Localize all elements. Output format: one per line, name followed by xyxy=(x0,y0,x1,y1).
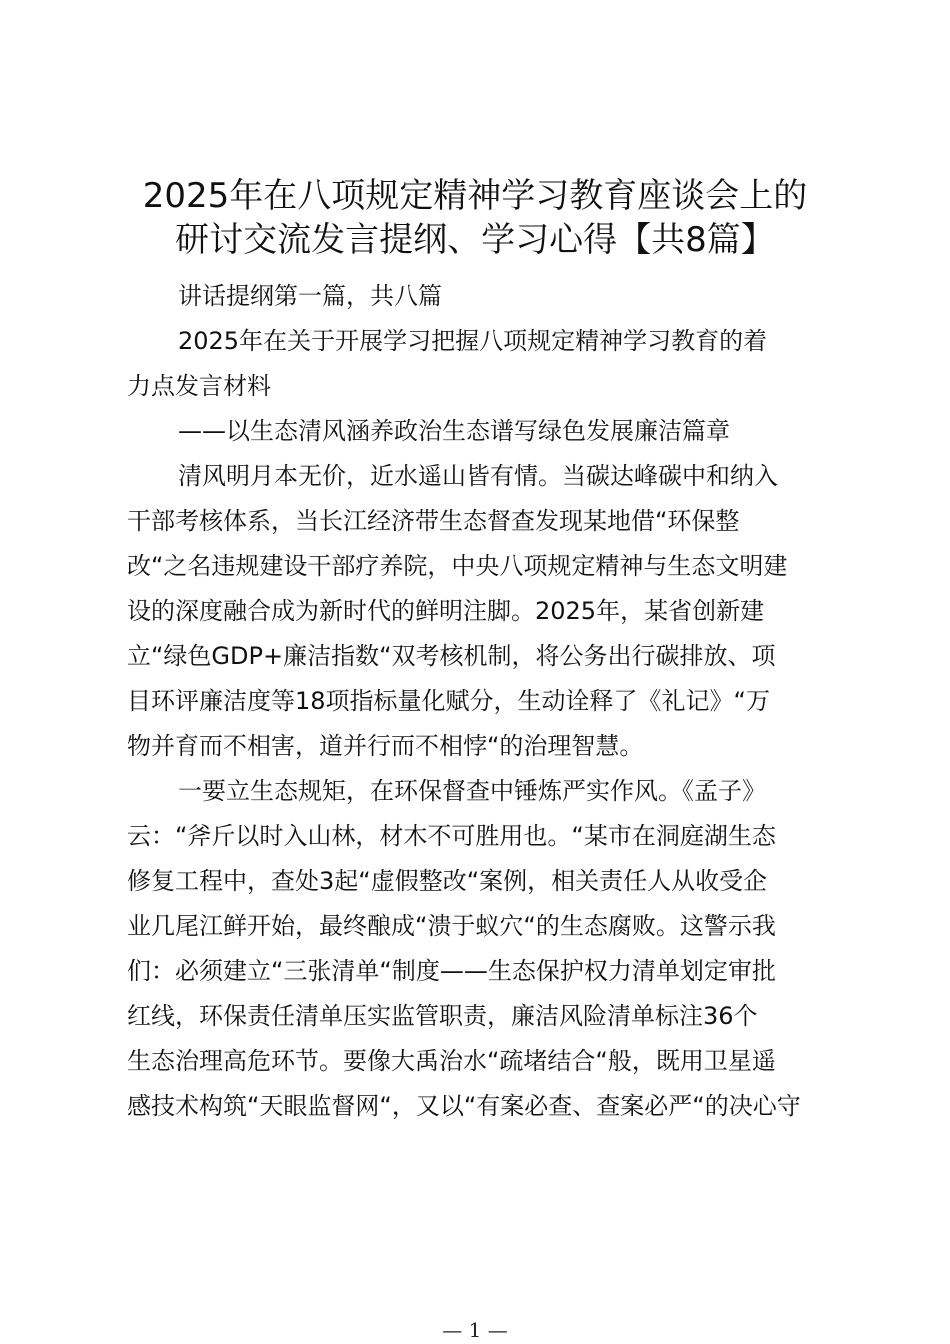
body-line: 清风明月本无价，近水遥山皆有情。当碳达峰碳中和纳入 xyxy=(178,462,778,490)
body-line: 改“之名违规建设干部疗养院，中央八项规定精神与生态文明建 xyxy=(127,552,788,580)
page-number: — 1 — xyxy=(442,1318,508,1342)
body-line: 生态治理高危环节。要像大禹治水“疏堵结合“般，既用卫星遥 xyxy=(127,1047,776,1075)
body-line: 红线，环保责任清单压实监管职责，廉洁风险清单标注36个 xyxy=(127,1002,758,1030)
body-line: ——以生态清风涵养政治生态谱写绿色发展廉洁篇章 xyxy=(178,417,730,445)
document-title-line-2: 研讨交流发言提纲、学习心得【共8篇】 xyxy=(175,220,775,260)
body-line: 2025年在关于开展学习把握八项规定精神学习教育的着 xyxy=(178,327,768,355)
body-line: 一要立生态规矩，在环保督查中锤炼严实作风。《孟子》 xyxy=(178,777,766,805)
body-line: 设的深度融合成为新时代的鲜明注脚。2025年，某省创新建 xyxy=(127,597,765,625)
body-line: 干部考核体系，当长江经济带生态督查发现某地借“环保整 xyxy=(127,507,740,535)
body-line: 云：“斧斤以时入山林，材木不可胜用也。“某市在洞庭湖生态 xyxy=(127,822,776,850)
document-title-line-1: 2025年在八项规定精神学习教育座谈会上的 xyxy=(142,176,808,216)
body-line: 力点发言材料 xyxy=(127,372,271,400)
body-line: 目环评廉洁度等18项指标量化赋分，生动诠释了《礼记》“万 xyxy=(127,687,770,715)
body-line: 讲话提纲第一篇，共八篇 xyxy=(178,282,442,310)
body-line: 们：必须建立“三张清单“制度——生态保护权力清单划定审批 xyxy=(127,957,776,985)
body-line: 修复工程中，查处3起“虚假整改“案例，相关责任人从收受企 xyxy=(127,867,768,895)
body-line: 立“绿色GDP+廉洁指数“双考核机制，将公务出行碳排放、项 xyxy=(127,642,776,670)
body-line: 物并育而不相害，道并行而不相悖“的治理智慧。 xyxy=(127,732,644,760)
body-line: 感技术构筑“天眼监督网“，又以“有案必查、查案必严“的决心守 xyxy=(127,1092,801,1120)
body-line: 业几尾江鲜开始，最终酿成“溃于蚁穴“的生态腐败。这警示我 xyxy=(127,912,776,940)
